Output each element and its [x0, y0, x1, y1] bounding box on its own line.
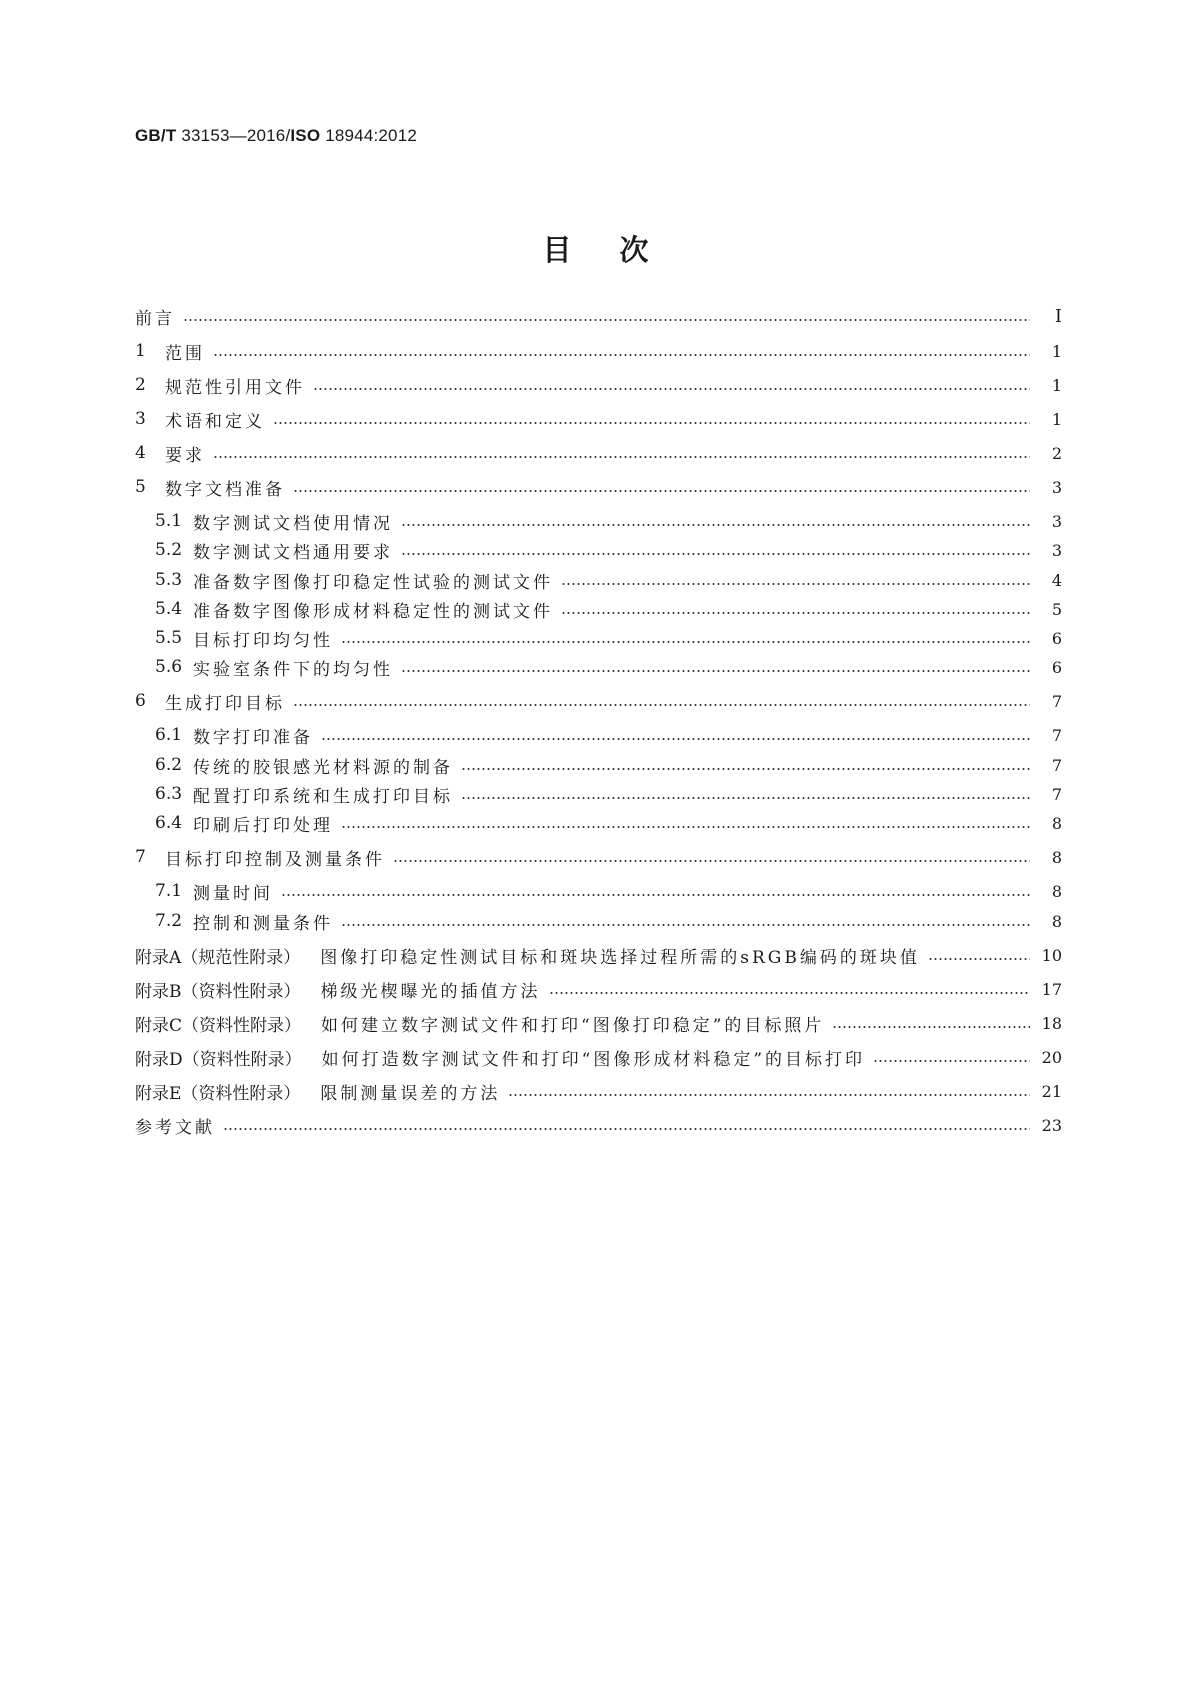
dot-leader — [341, 826, 1030, 828]
toc-entry-title: 测量时间 — [193, 883, 273, 904]
toc-entry-number: 5.1 — [155, 511, 183, 531]
dot-leader — [928, 958, 1030, 960]
toc-entry-number: 1 — [135, 341, 146, 361]
toc-entry-number: 7 — [135, 847, 146, 867]
toc-entry-title: 范围 — [165, 343, 205, 364]
toc-entry-number: 5 — [135, 477, 146, 497]
dot-leader — [213, 354, 1030, 356]
toc-entry-title: 实验室条件下的均匀性 — [193, 659, 393, 680]
dot-leader — [549, 992, 1031, 994]
toc-entry-title: 数字测试文档通用要求 — [193, 542, 393, 563]
toc-entry-title: 数字打印准备 — [193, 727, 313, 748]
toc-entry-page-number: 1 — [1051, 341, 1062, 361]
toc-entry[interactable] — [155, 654, 1062, 680]
toc-entry[interactable] — [135, 1044, 1062, 1070]
toc-entry-title: 准备数字图像形成材料稳定性的测试文件 — [193, 601, 553, 622]
dot-leader — [461, 768, 1030, 770]
toc-entry-number: 附录C（资料性附录） — [135, 1015, 302, 1036]
standard-code-number: 33153—2016/ — [181, 126, 291, 145]
dot-leader — [223, 1128, 1030, 1130]
toc-entry-number: 5.3 — [155, 570, 183, 590]
toc-entry-title: 规范性引用文件 — [165, 377, 305, 398]
dot-leader — [313, 388, 1030, 390]
toc-entry-title: 如何建立数字测试文件和打印“图像打印稳定”的目标照片 — [321, 1015, 825, 1036]
toc-entry-title: 目标打印均匀性 — [193, 630, 333, 651]
dot-leader — [508, 1094, 1030, 1096]
toc-entry-title: 配置打印系统和生成打印目标 — [193, 786, 453, 807]
toc-entry-number: 7.1 — [155, 881, 183, 901]
toc-entry-page-number: 2 — [1051, 443, 1062, 463]
toc-entry[interactable] — [155, 878, 1062, 904]
toc-entry[interactable] — [155, 781, 1062, 807]
toc-entry[interactable] — [135, 942, 1062, 968]
toc-entry-number: 6 — [135, 691, 146, 711]
toc-entry-page-number: Ⅰ — [1054, 305, 1062, 327]
toc-entry-title: 数字文档准备 — [165, 479, 285, 500]
toc-entry[interactable] — [155, 752, 1062, 778]
toc-entry[interactable] — [135, 303, 1062, 329]
toc-entry-title: 限制测量误差的方法 — [320, 1083, 501, 1104]
toc-entry-number: 3 — [135, 409, 146, 429]
toc-entry-title: 目标打印控制及测量条件 — [165, 849, 385, 870]
toc-entry-number: 4 — [135, 443, 146, 463]
dot-leader — [401, 553, 1030, 555]
dot-leader — [393, 860, 1030, 862]
toc-entry-page-number: 20 — [1041, 1047, 1062, 1067]
dot-leader — [213, 456, 1030, 458]
toc-entry-page-number: 6 — [1051, 628, 1062, 648]
dot-leader — [401, 670, 1030, 672]
dot-leader — [293, 704, 1030, 706]
toc-entry-page-number: 7 — [1051, 755, 1062, 775]
dot-leader — [461, 797, 1030, 799]
dot-leader — [561, 612, 1030, 614]
toc-entry-page-number: 18 — [1041, 1013, 1062, 1033]
toc-entry[interactable] — [155, 567, 1062, 593]
dot-leader — [341, 641, 1030, 643]
toc-entry[interactable] — [135, 474, 1062, 500]
toc-entry[interactable] — [135, 844, 1062, 870]
standard-code-iso-prefix: ISO — [290, 126, 321, 145]
dot-leader — [183, 319, 1030, 321]
toc-entry[interactable] — [155, 908, 1062, 934]
toc-entry-number: 5.5 — [155, 628, 183, 648]
toc-entry-title: 如何打造数字测试文件和打印“图像形成材料稳定”的目标打印 — [321, 1049, 866, 1070]
toc-entry[interactable] — [155, 508, 1062, 534]
toc-entry-number: 附录B（资料性附录） — [135, 981, 301, 1002]
dot-leader — [401, 524, 1030, 526]
toc-entry-page-number: 23 — [1041, 1115, 1062, 1135]
toc-entry-page-number: 7 — [1051, 691, 1062, 711]
toc-entry-title: 生成打印目标 — [165, 693, 285, 714]
toc-entry-page-number: 8 — [1051, 813, 1062, 833]
toc-entry-page-number: 7 — [1051, 784, 1062, 804]
toc-entry-page-number: 8 — [1051, 911, 1062, 931]
toc-entry[interactable] — [155, 722, 1062, 748]
toc-entry-page-number: 4 — [1051, 570, 1062, 590]
toc-entry[interactable] — [135, 1112, 1062, 1138]
standard-code — [135, 126, 417, 146]
toc-entry-page-number: 7 — [1051, 725, 1062, 745]
toc-entry-number: 附录E（资料性附录） — [135, 1083, 301, 1104]
toc-entry[interactable] — [135, 406, 1062, 432]
toc-entry[interactable] — [155, 625, 1062, 651]
toc-entry-number: 6.2 — [155, 755, 183, 775]
toc-entry-page-number: 6 — [1051, 657, 1062, 677]
toc-entry[interactable] — [135, 976, 1062, 1002]
toc-entry-title: 准备数字图像打印稳定性试验的测试文件 — [193, 572, 553, 593]
toc-entry-number: 附录A（规范性附录） — [135, 947, 301, 968]
toc-entry[interactable] — [135, 372, 1062, 398]
toc-entry-number: 5.2 — [155, 540, 183, 560]
standard-code-prefix: GB/T — [135, 126, 177, 145]
toc-entry-title: 参考文献 — [135, 1117, 215, 1138]
toc-entry[interactable] — [135, 338, 1062, 364]
dot-leader — [832, 1026, 1030, 1028]
toc-entry-number: 5.6 — [155, 657, 183, 677]
toc-entry-page-number: 17 — [1041, 979, 1062, 999]
toc-entry-title: 要求 — [165, 445, 205, 466]
dot-leader — [561, 583, 1030, 585]
toc-entry-page-number: 8 — [1051, 881, 1062, 901]
toc-entry-number: 7.2 — [155, 911, 183, 931]
toc-entry[interactable] — [155, 810, 1062, 836]
dot-leader — [273, 422, 1030, 424]
toc-entry[interactable] — [135, 1010, 1062, 1036]
dot-leader — [321, 738, 1030, 740]
toc-entry[interactable] — [135, 688, 1062, 714]
toc-entry[interactable] — [155, 537, 1062, 563]
toc-entry-page-number: 1 — [1051, 375, 1062, 395]
toc-entry-title: 传统的胶银感光材料源的制备 — [193, 757, 453, 778]
toc-entry-page-number: 5 — [1051, 599, 1062, 619]
toc-entry-number: 2 — [135, 375, 146, 395]
toc-entry-page-number: 1 — [1051, 409, 1062, 429]
dot-leader — [293, 490, 1030, 492]
toc-entry-title: 梯级光楔曝光的插值方法 — [320, 981, 541, 1002]
toc-entry-page-number: 8 — [1051, 847, 1062, 867]
dot-leader — [341, 924, 1030, 926]
dot-leader — [873, 1060, 1030, 1062]
toc-entry-page-number: 10 — [1041, 945, 1062, 965]
toc-entry[interactable] — [135, 440, 1062, 466]
toc-entry-number: 附录D（资料性附录） — [135, 1049, 302, 1070]
toc-entry-title: 术语和定义 — [165, 411, 265, 432]
toc-entry-number: 6.3 — [155, 784, 183, 804]
toc-entry[interactable] — [155, 596, 1062, 622]
toc-entry-title: 印刷后打印处理 — [193, 815, 333, 836]
toc-entry-page-number: 3 — [1051, 540, 1062, 560]
toc-entry-title: 图像打印稳定性测试目标和斑块选择过程所需的sRGB编码的斑块值 — [320, 947, 920, 968]
standard-code-iso-number: 18944:2012 — [325, 126, 418, 145]
toc-entry-title: 数字测试文档使用情况 — [193, 513, 393, 534]
toc-entry[interactable] — [135, 1078, 1062, 1104]
toc-entry-page-number: 3 — [1051, 511, 1062, 531]
dot-leader — [281, 894, 1030, 896]
page-title: 目次 — [542, 233, 697, 267]
toc-entry-page-number: 3 — [1051, 477, 1062, 497]
toc-entry-title: 控制和测量条件 — [193, 913, 333, 934]
toc-entry-number: 6.4 — [155, 813, 183, 833]
toc-entry-number: 6.1 — [155, 725, 183, 745]
toc-entry-title: 前言 — [135, 308, 175, 329]
toc-entry-page-number: 21 — [1041, 1081, 1062, 1101]
toc-entry-number: 5.4 — [155, 599, 183, 619]
